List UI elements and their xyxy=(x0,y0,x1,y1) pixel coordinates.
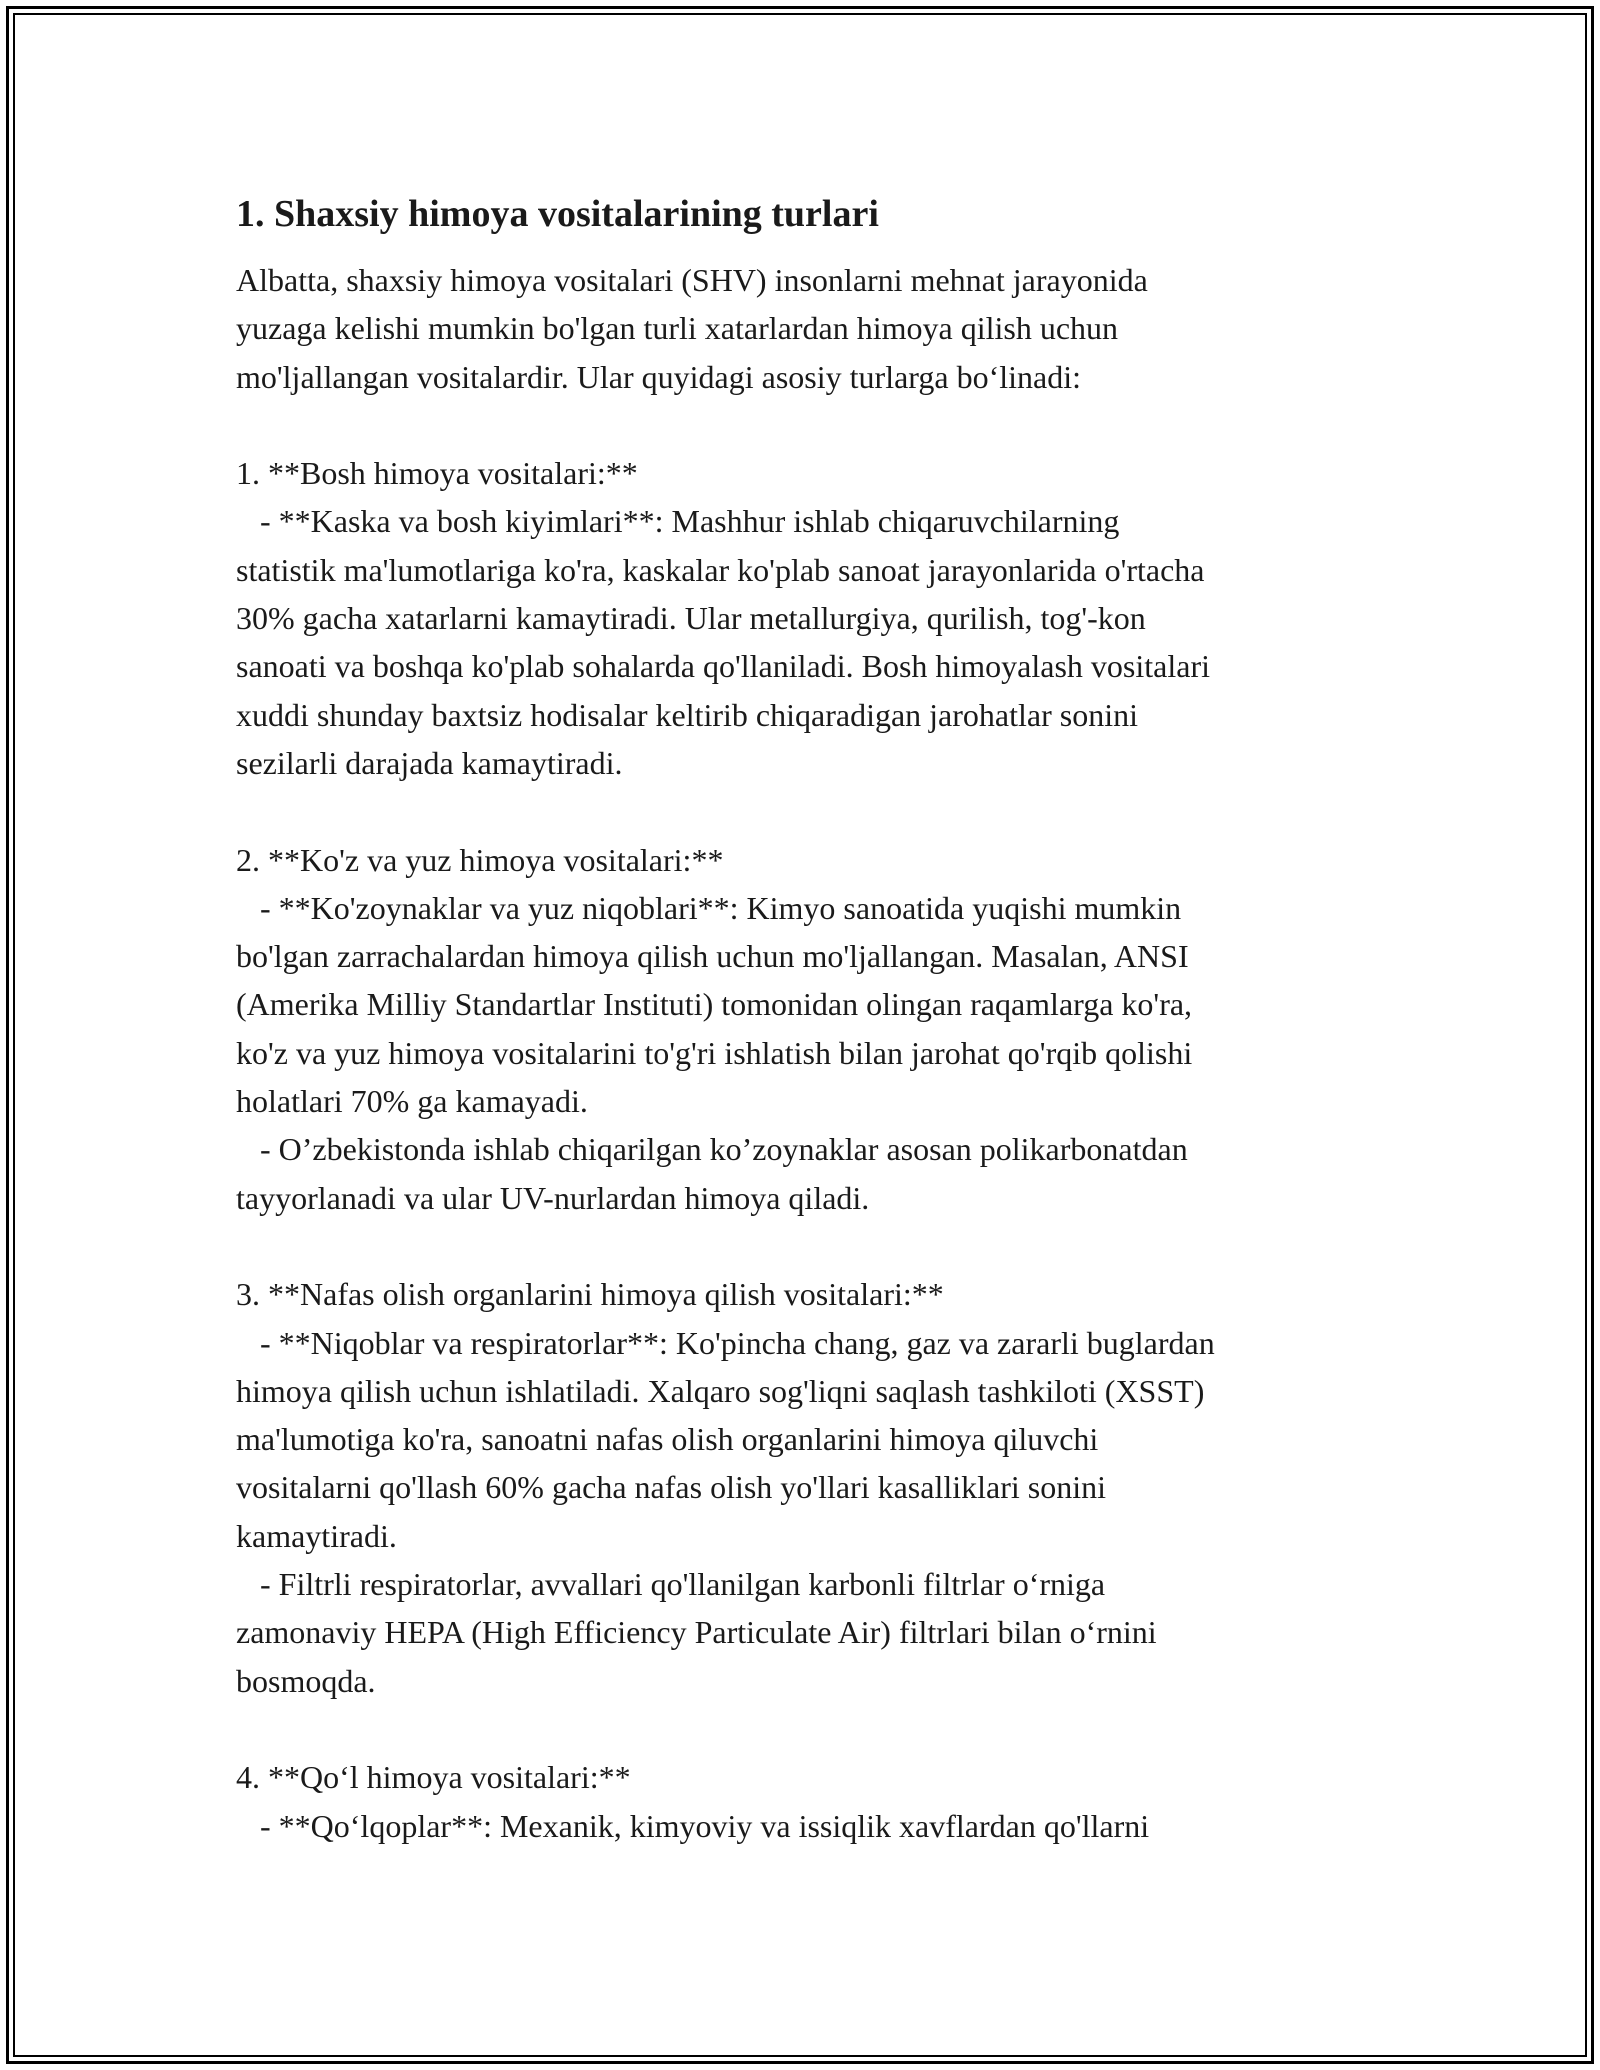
section-heading: 1. Shaxsiy himoya vositalarining turlari xyxy=(236,193,879,235)
text-line: zamonaviy HEPA (High Efficiency Particulate Air) filtrlari bilan o‘rnini xyxy=(236,1614,1157,1651)
text-line: - **Ko'zoynaklar va yuz niqoblari**: Kimyo sanoatida yuqishi mumkin xyxy=(236,889,1182,926)
text-line: - **Niqoblar va respiratorlar**: Ko'pincha chang, gaz va zararli buglardan xyxy=(236,1324,1215,1361)
text-line: tayyorlanadi va ular UV-nurlardan himoya qiladi. xyxy=(236,1179,870,1216)
text-line: 4. **Qo‘l himoya vositalari:** xyxy=(236,1759,631,1796)
text-line: 3. **Nafas olish organlarini himoya qilish vositalari:** xyxy=(236,1276,944,1313)
text-line: xuddi shunday baxtsiz hodisalar keltirib chiqaradigan jarohatlar sonini xyxy=(236,696,1138,733)
text-line: holatlari 70% ga kamayadi. xyxy=(236,1083,588,1120)
blank-line xyxy=(236,1705,1376,1753)
text-line: 2. **Ko'z va yuz himoya vositalari:** xyxy=(236,841,724,878)
blank-line xyxy=(236,787,1376,835)
text-line: mo'ljallangan vositalardir. Ular quyidagi asosiy turlarga bo‘linadi: xyxy=(236,358,1081,395)
text-line: bo'lgan zarrachalardan himoya qilish uchun mo'ljallangan. Masalan, ANSI xyxy=(236,938,1189,975)
text-line: yuzaga kelishi mumkin bo'lgan turli xatarlardan himoya qilish uchun xyxy=(236,310,1119,347)
body-text xyxy=(236,256,1376,1850)
text-line: bosmoqda. xyxy=(236,1662,376,1699)
text-line: statistik ma'lumotlariga ko'ra, kaskalar ko'plab sanoat jarayonlarida o'rtacha xyxy=(236,551,1205,588)
text-line: sanoati va boshqa ko'plab sohalarda qo'llaniladi. Bosh himoyalash vositalari xyxy=(236,648,1210,685)
document-page xyxy=(236,186,1376,1850)
text-line: sezilarli darajada kamaytiradi. xyxy=(236,744,623,781)
text-line: Albatta, shaxsiy himoya vositalari (SHV) insonlarni mehnat jarayonida xyxy=(236,262,1148,298)
text-line: ko'z va yuz himoya vositalarini to'g'ri ishlatish bilan jarohat qo'rqib qolishi xyxy=(236,1034,1193,1071)
text-line: - **Qo‘lqoplar**: Mexanik, kimyoviy va issiqlik xavflardan qo'llarni xyxy=(236,1807,1150,1844)
text-line: - Filtrli respiratorlar, avvallari qo'llanilgan karbonli filtrlar o‘rniga xyxy=(236,1566,1106,1603)
text-line: himoya qilish uchun ishlatiladi. Xalqaro sog'liqni saqlash tashkiloti (XSST) xyxy=(236,1372,1205,1409)
text-line: vositalarni qo'llash 60% gacha nafas olish yo'llari kasalliklari sonini xyxy=(236,1469,1106,1506)
text-line: kamaytiradi. xyxy=(236,1517,397,1554)
blank-line xyxy=(236,1222,1376,1270)
blank-line xyxy=(236,401,1376,449)
text-line: (Amerika Milliy Standartlar Instituti) tomonidan olingan raqamlarga ko'ra, xyxy=(236,986,1193,1023)
text-line: ma'lumotiga ko'ra, sanoatni nafas olish organlarini himoya qiluvchi xyxy=(236,1421,1099,1458)
text-line: - **Kaska va bosh kiyimlari**: Mashhur ishlab chiqaruvchilarning xyxy=(236,503,1120,540)
text-line: 30% gacha xatarlarni kamaytiradi. Ular metallurgiya, qurilish, tog'-kon xyxy=(236,600,1146,637)
text-line: - O’zbekistonda ishlab chiqarilgan ko’zoynaklar asosan polikarbonatdan xyxy=(236,1131,1188,1168)
text-line: 1. **Bosh himoya vositalari:** xyxy=(236,455,638,492)
